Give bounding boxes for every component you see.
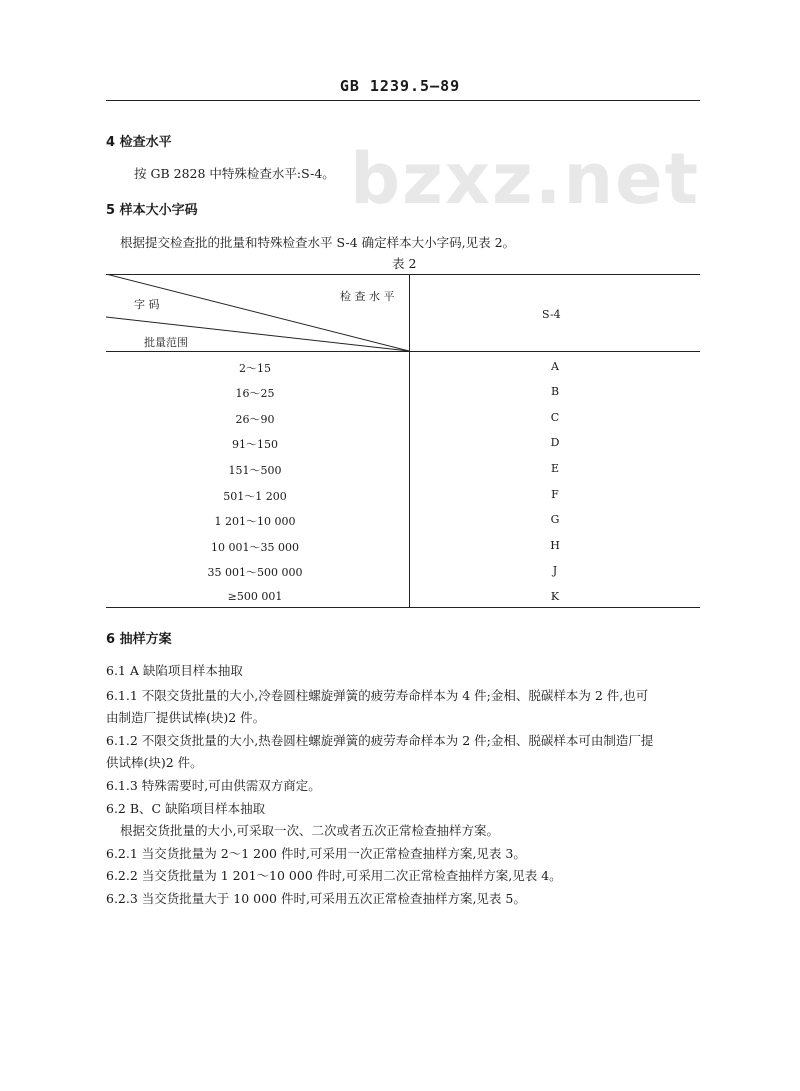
clause-6-1-1-line-2: 由制造厂提供试棒(块)2 件。 [106,710,266,725]
table-bottom-rule [106,607,700,608]
batch-range-cell: 10 001～35 000 [211,541,299,554]
code-cell: H [550,539,560,552]
batch-range-cell: 91～150 [232,438,278,451]
clause-6-2-2: 6.2.2 当交货批量为 1 201～10 000 件时,可采用二次正常检查抽样方案,见表 4。 [106,868,562,883]
table-head-batch-label: 批量范围 [144,336,188,349]
batch-range-cell: ≥500 001 [227,590,283,603]
batch-range-cell: 1 201～10 000 [214,515,296,528]
clause-6-2: 6.2 B、C 缺陷项目样本抽取 [106,801,266,816]
header-rule [106,100,700,101]
document-header-title: GB 1239.5—89 [339,77,461,95]
batch-range-cell: 26～90 [235,413,275,426]
code-cell: K [550,590,560,603]
section-5-heading: 5 样本大小字码 [106,203,198,218]
section-5-body: 根据提交检查批的批量和特殊检查水平 S-4 确定样本大小字码,见表 2。 [120,235,516,250]
batch-range-cell: 35 001～500 000 [207,566,303,579]
batch-range-cell: 2～15 [239,362,271,375]
clause-6-2-1: 6.2.1 当交货批量为 2～1 200 件时,可采用一次正常检查抽样方案,见表 3。 [106,846,526,861]
table-head-level-label: 检 查 水 平 [340,290,395,303]
clause-6-1-1-line-1: 6.1.1 不限交货批量的大小,冷卷圆柱螺旋弹簧的疲劳寿命样本为 4 件;金相、脱碳样本为 2 件,也可 [106,688,649,703]
code-cell: G [550,513,560,526]
code-cell: D [550,436,560,449]
table-head-code-label: 字 码 [134,298,160,311]
clause-6-1: 6.1 A 缺陷项目样本抽取 [106,663,243,678]
batch-range-cell: 501～1 200 [223,490,287,503]
watermark: bzxz.net [350,138,701,220]
code-cell: J [552,564,558,577]
code-cell: C [550,411,560,424]
section-4-body: 按 GB 2828 中特殊检查水平:S-4。 [134,166,335,181]
code-cell: B [550,385,560,398]
batch-range-cell: 151～500 [228,464,282,477]
table-2-caption: 表 2 [392,256,417,271]
clause-6-2-body: 根据交货批量的大小,可采取一次、二次或者五次正常检查抽样方案。 [120,823,499,838]
code-cell: F [551,488,559,501]
clause-6-1-2-line-1: 6.1.2 不限交货批量的大小,热卷圆柱螺旋弹簧的疲劳寿命样本为 2 件;金相、脱碳样本可由制造厂提 [106,733,654,748]
section-6-heading: 6 抽样方案 [106,632,172,647]
table-head-column-s4: S-4 [542,308,561,321]
section-4-heading: 4 检查水平 [106,135,172,150]
clause-6-2-3: 6.2.3 当交货批量大于 10 000 件时,可采用五次正常检查抽样方案,见表 5。 [106,891,526,906]
clause-6-1-3: 6.1.3 特殊需要时,可由供需双方商定。 [106,778,321,793]
clause-6-1-2-line-2: 供试棒(块)2 件。 [106,755,203,770]
code-cell: E [550,462,560,475]
code-cell: A [551,360,559,373]
batch-range-cell: 16～25 [235,387,275,400]
